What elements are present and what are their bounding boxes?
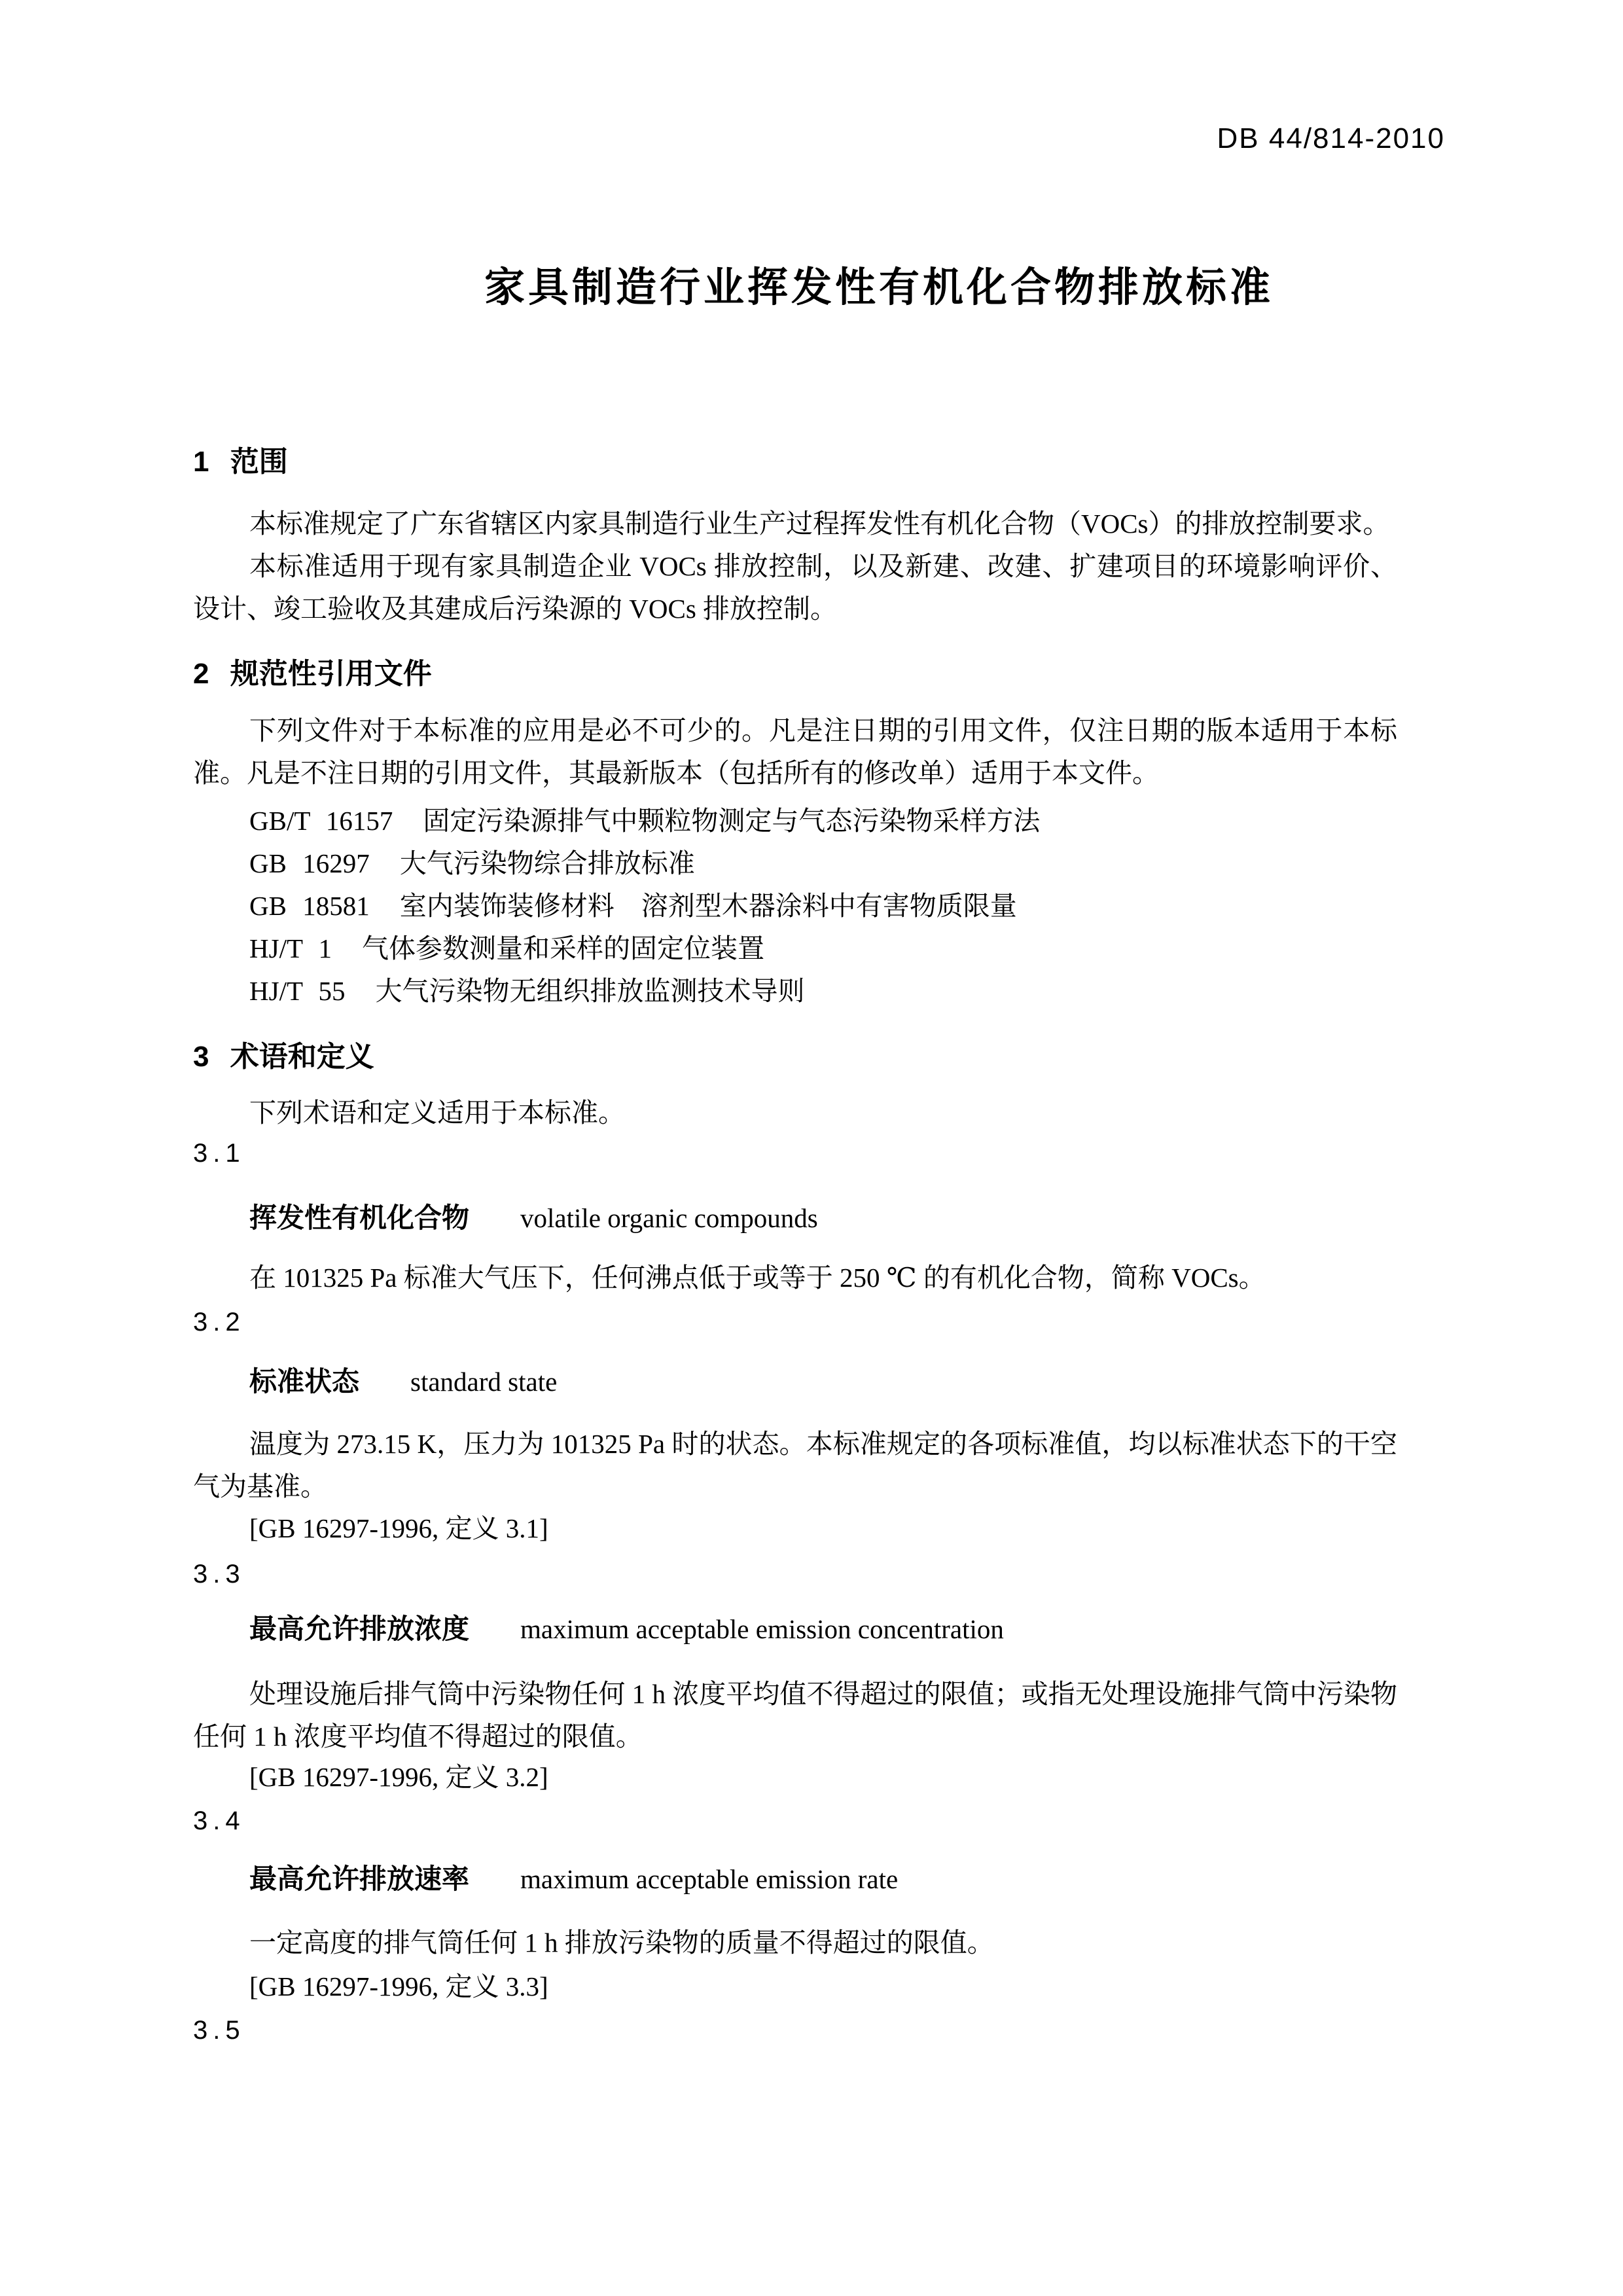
clause-number-3-4: 3.4 [193,1806,245,1835]
references-intro-paragraph: 下列文件对于本标准的应用是必不可少的。凡是注日期的引用文件，仅注日期的版本适用于本标准。凡是不注日期的引用文件，其最新版本（包括所有的修改单）适用于本文件。 [193,715,1397,788]
scope-paragraph-1: 本标准规定了广东省辖区内家具制造行业生产过程挥发性有机化合物（VOCs）的排放控制要求。 [249,509,1390,539]
definition-3-3 [193,1673,1397,1758]
term-en: standard state [410,1367,558,1397]
section-2-heading: 2 规范性引用文件 [193,658,432,690]
section-1-heading: 1 范围 [193,446,288,478]
definition-text: 温度为 273.15 K，压力为 101325 Pa 时的状态。本标准规定的各项标准值，均以标准状态下的干空气为基准。 [193,1429,1397,1501]
section-1-body [193,503,1397,630]
section-3-intro [193,1092,1397,1134]
definition-source-3-4: [GB 16297-1996, 定义 3.3] [249,1971,548,2001]
reference-item [249,885,1040,927]
term-zh: 最高允许排放浓度 [249,1613,470,1644]
scope-paragraph-2: 本标准适用于现有家具制造企业 VOCs 排放控制，以及新建、改建、扩建项目的环境影响评价、设计、竣工验收及其建成后污染源的 VOCs 排放控制。 [193,551,1397,624]
term-3-3 [249,1607,1004,1657]
term-3-4 [249,1857,898,1907]
reference-code: GB 18581 [249,891,370,921]
reference-code: HJ/T 55 [249,976,346,1006]
reference-title: 固定污染源排气中颗粒物测定与气态污染物采样方法 [423,806,1041,836]
definition-text: 在 101325 Pa 标准大气压下，任何沸点低于或等于 250 ℃ 的有机化合物，简称 VOCs。 [249,1263,1266,1293]
references-list [249,800,1040,1013]
section-3-heading: 3 术语和定义 [193,1041,374,1073]
page-title: 家具制造行业挥发性有机化合物排放标准 [484,265,1274,310]
definition-3-2 [193,1423,1397,1508]
clause-number-3-1: 3.1 [193,1139,245,1168]
doc-number: DB 44/814-2010 [1217,122,1445,154]
term-en: maximum acceptable emission rate [520,1864,899,1894]
term-zh: 标准状态 [249,1366,360,1397]
definition-source-3-3: [GB 16297-1996, 定义 3.2] [249,1762,548,1792]
definition-text: 处理设施后排气筒中污染物任何 1 h 浓度平均值不得超过的限值；或指无处理设施排气筒中污染物任何 1 h 浓度平均值不得超过的限值。 [193,1679,1397,1751]
definition-3-1 [193,1257,1397,1299]
reference-item [249,800,1040,842]
term-zh: 挥发性有机化合物 [249,1202,470,1233]
term-en: volatile organic compounds [520,1203,818,1233]
reference-item [249,927,1040,970]
clause-number-3-3: 3.3 [193,1560,245,1588]
term-zh: 最高允许排放速率 [249,1863,470,1894]
definition-3-4 [193,1922,1397,1964]
definition-text: 一定高度的排气筒任何 1 h 排放污染物的质量不得超过的限值。 [249,1928,994,1958]
term-en: maximum acceptable emission concentration [520,1614,1004,1644]
term-3-2 [249,1360,557,1409]
definition-source-3-2: [GB 16297-1996, 定义 3.1] [249,1513,548,1543]
clause-number-3-2: 3.2 [193,1308,245,1336]
reference-code: GB 16297 [249,848,370,878]
term-3-1 [249,1196,818,1246]
section-2-intro [193,709,1397,795]
reference-item [249,842,1040,885]
reference-code: HJ/T 1 [249,933,332,963]
reference-title: 气体参数测量和采样的固定位装置 [362,933,765,963]
reference-item [249,970,1040,1013]
reference-title: 大气污染物无组织排放监测技术导则 [375,976,805,1006]
clause-number-3-5: 3.5 [193,2016,245,2045]
reference-title: 室内装饰装修材料 溶剂型木器涂料中有害物质限量 [399,891,1017,921]
terms-intro-paragraph: 下列术语和定义适用于本标准。 [249,1098,625,1128]
reference-code: GB/T 16157 [249,806,393,836]
reference-title: 大气污染物综合排放标准 [399,848,695,878]
